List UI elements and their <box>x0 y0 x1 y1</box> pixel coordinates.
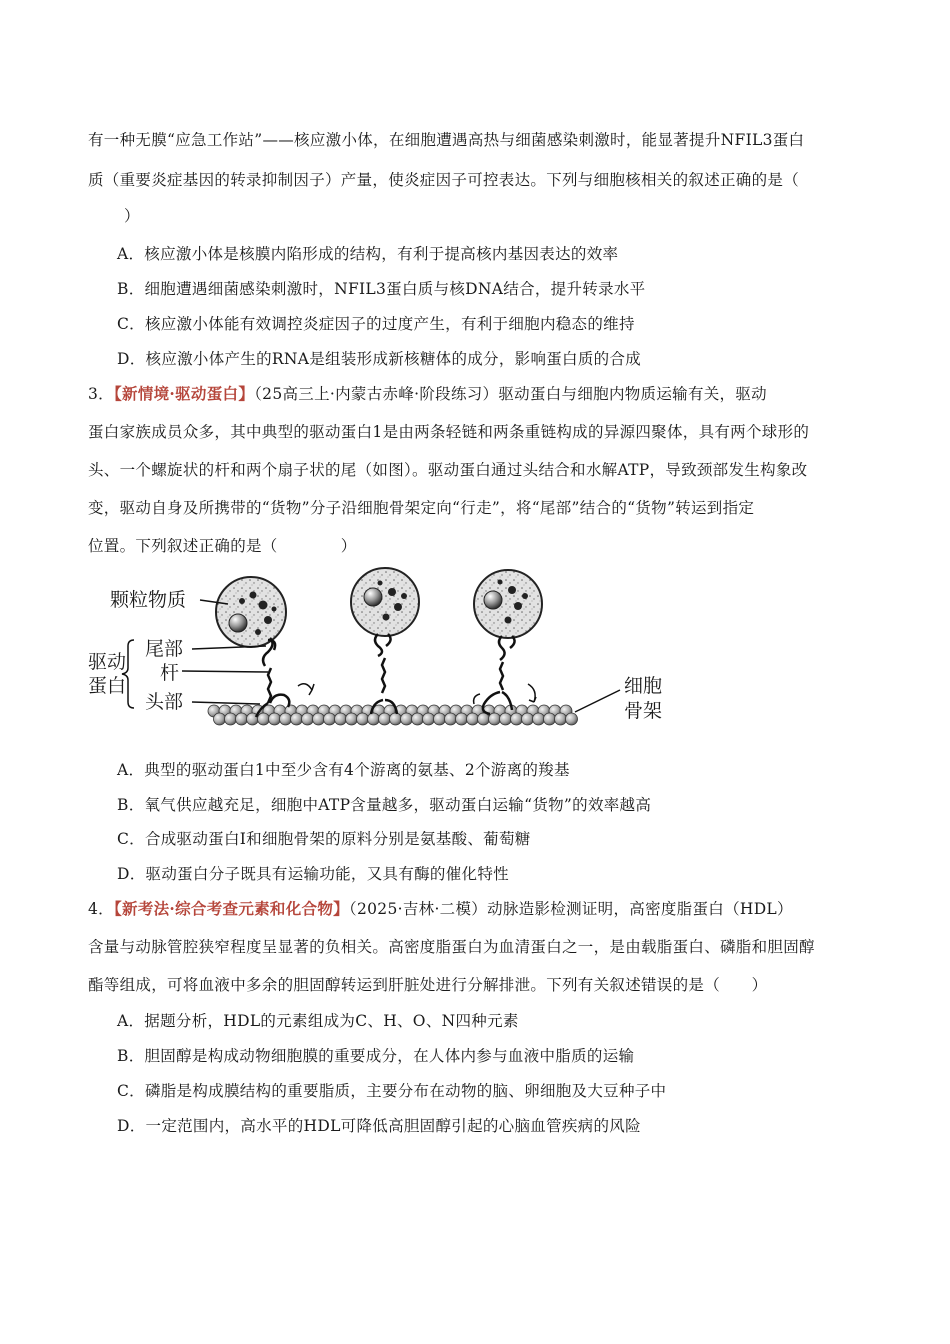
q4-stem-line-3: 酯等组成，可将血液中多余的胆固醇转运到肝脏处进行分解排泄。下列有关叙述错误的是（ ） <box>88 976 768 994</box>
label-rod: 杆 <box>160 662 180 684</box>
q3-stem-line-3: 头、一个螺旋状的杆和两个扇子状的尾（如图）。驱动蛋白通过头结合和水解ATP，导致颈部发生构象改 <box>88 461 808 479</box>
filament-bead <box>478 713 490 725</box>
filament-bead <box>544 713 556 725</box>
q3-tag: 【新情境·驱动蛋白】 <box>113 384 255 403</box>
filament-bead <box>423 713 435 725</box>
filament-bead <box>379 713 391 725</box>
filament-bead <box>258 713 270 725</box>
q3-option-a: A．典型的驱动蛋白1中至少含有4个游离的氨基、2个游离的羧基 <box>117 761 570 779</box>
filament-bead <box>412 713 424 725</box>
q3-stem-line-1 <box>88 384 767 404</box>
q2-option-c: C．核应激小体能有效调控炎症因子的过度产生，有利于细胞内稳态的维持 <box>117 315 635 333</box>
filament-bead <box>236 713 248 725</box>
label-head: 头部 <box>145 691 184 713</box>
filament-bead <box>445 713 457 725</box>
q4-option-c: C．磷脂是构成膜结构的重要脂质，主要分布在动物的脑、卵细胞及大豆种子中 <box>117 1082 667 1100</box>
q4-tag: 【新考法·综合考查元素和化合物】 <box>113 899 349 918</box>
filament-bead <box>434 713 446 725</box>
filament-bead <box>500 713 512 725</box>
filament-bead <box>401 713 413 725</box>
kinesin-figure <box>88 562 678 734</box>
kinesin-1 <box>256 638 314 717</box>
filament-bead <box>467 713 479 725</box>
q2-stem-line-2: 质（重要炎症基因的转录抑制因子）产量，使炎症因子可控表达。下列与细胞核相关的叙述正确的是（ <box>88 171 800 189</box>
filament-bead <box>280 713 292 725</box>
filament-bead <box>555 713 567 725</box>
cargo-particle-3 <box>474 570 542 638</box>
filament-bead <box>533 713 545 725</box>
q2-option-d: D．核应激小体产生的RNA是组装形成新核糖体的成分，影响蛋白质的合成 <box>117 350 642 368</box>
filament-bead <box>368 713 380 725</box>
q4-option-a: A．据题分析，HDL的元素组成为C、H、O、N四种元素 <box>117 1012 519 1030</box>
filament-bead <box>566 713 578 725</box>
q4-option-b: B．胆固醇是构成动物细胞膜的重要成分，在人体内参与血液中脂质的运输 <box>117 1047 635 1065</box>
q2-option-b: B．细胞遭遇细菌感染刺激时，NFIL3蛋白质与核DNA结合，提升转录水平 <box>117 280 646 298</box>
filament-bead <box>390 713 402 725</box>
filament-bead <box>522 713 534 725</box>
q3-stem-line-4: 变，驱动自身及所携带的“货物”分子沿细胞骨架定向“行走”，将“尾部”结合的“货物”转运到指定 <box>88 499 755 517</box>
filament-bead <box>313 713 325 725</box>
label-kinesin-line-2: 蛋白 <box>88 675 127 697</box>
kinesin-2 <box>371 634 397 714</box>
q4-stem-line-1-text: （2025·吉林·二模）动脉造影检测证明，高密度脂蛋白（HDL） <box>348 900 793 918</box>
q3-stem-line-1-text: （25高三上·内蒙古赤峰·阶段练习）驱动蛋白与细胞内物质运输有关，驱动 <box>254 385 767 403</box>
filament-bead <box>335 713 347 725</box>
label-cytoskeleton-line-2: 骨架 <box>624 700 663 722</box>
filament-bead <box>302 713 314 725</box>
q4-stem-line-2: 含量与动脉管腔狭窄程度呈显著的负相关。高密度脂蛋白为血清蛋白之一，是由载脂蛋白、磷脂和胆固醇 <box>88 938 815 956</box>
label-cytoskeleton-line-1: 细胞 <box>624 675 663 697</box>
filament-bead <box>456 713 468 725</box>
label-kinesin-line-1: 驱动 <box>88 651 127 673</box>
q4-option-d: D．一定范围内，高水平的HDL可降低高胆固醇引起的心脑血管疾病的风险 <box>117 1117 641 1135</box>
label-particle: 颗粒物质 <box>110 589 187 611</box>
filament-bead <box>225 713 237 725</box>
label-tail: 尾部 <box>145 638 184 660</box>
filament-bead <box>269 713 281 725</box>
kinesin-3 <box>474 636 536 714</box>
filament-bead <box>324 713 336 725</box>
filament-bead <box>489 713 501 725</box>
q3-stem-line-2: 蛋白家族成员众多，其中典型的驱动蛋白1是由两条轻链和两条重链构成的异源四聚体，具有两个球形的 <box>88 423 810 441</box>
filament-bead <box>214 713 226 725</box>
cargo-particle-1 <box>216 577 286 647</box>
q2-stem-line-1: 有一种无膜“应急工作站”——核应激小体，在细胞遭遇高热与细菌感染刺激时，能显著提升NFIL3蛋白 <box>88 131 805 149</box>
q4-number: 4． <box>88 900 114 918</box>
filament-bead <box>357 713 369 725</box>
filament-bead <box>511 713 523 725</box>
filament-bead <box>346 713 358 725</box>
q3-option-c: C．合成驱动蛋白Ⅰ和细胞骨架的原料分别是氨基酸、葡萄糖 <box>117 830 531 848</box>
q2-stem-line-3: ） <box>124 207 140 225</box>
q2-option-a: A．核应激小体是核膜内陷形成的结构，有利于提高核内基因表达的效率 <box>117 245 619 263</box>
q3-option-b: B．氧气供应越充足，细胞中ATP含量越多，驱动蛋白运输“货物”的效率越高 <box>117 796 652 814</box>
q3-option-d: D．驱动蛋白分子既具有运输功能，又具有酶的催化特性 <box>117 865 509 883</box>
cargo-particle-2 <box>351 568 419 636</box>
q3-number: 3． <box>88 385 114 403</box>
filament-bead <box>291 713 303 725</box>
q4-stem-line-1 <box>88 899 793 919</box>
q3-stem-line-5: 位置。下列叙述正确的是（ ） <box>88 537 357 555</box>
